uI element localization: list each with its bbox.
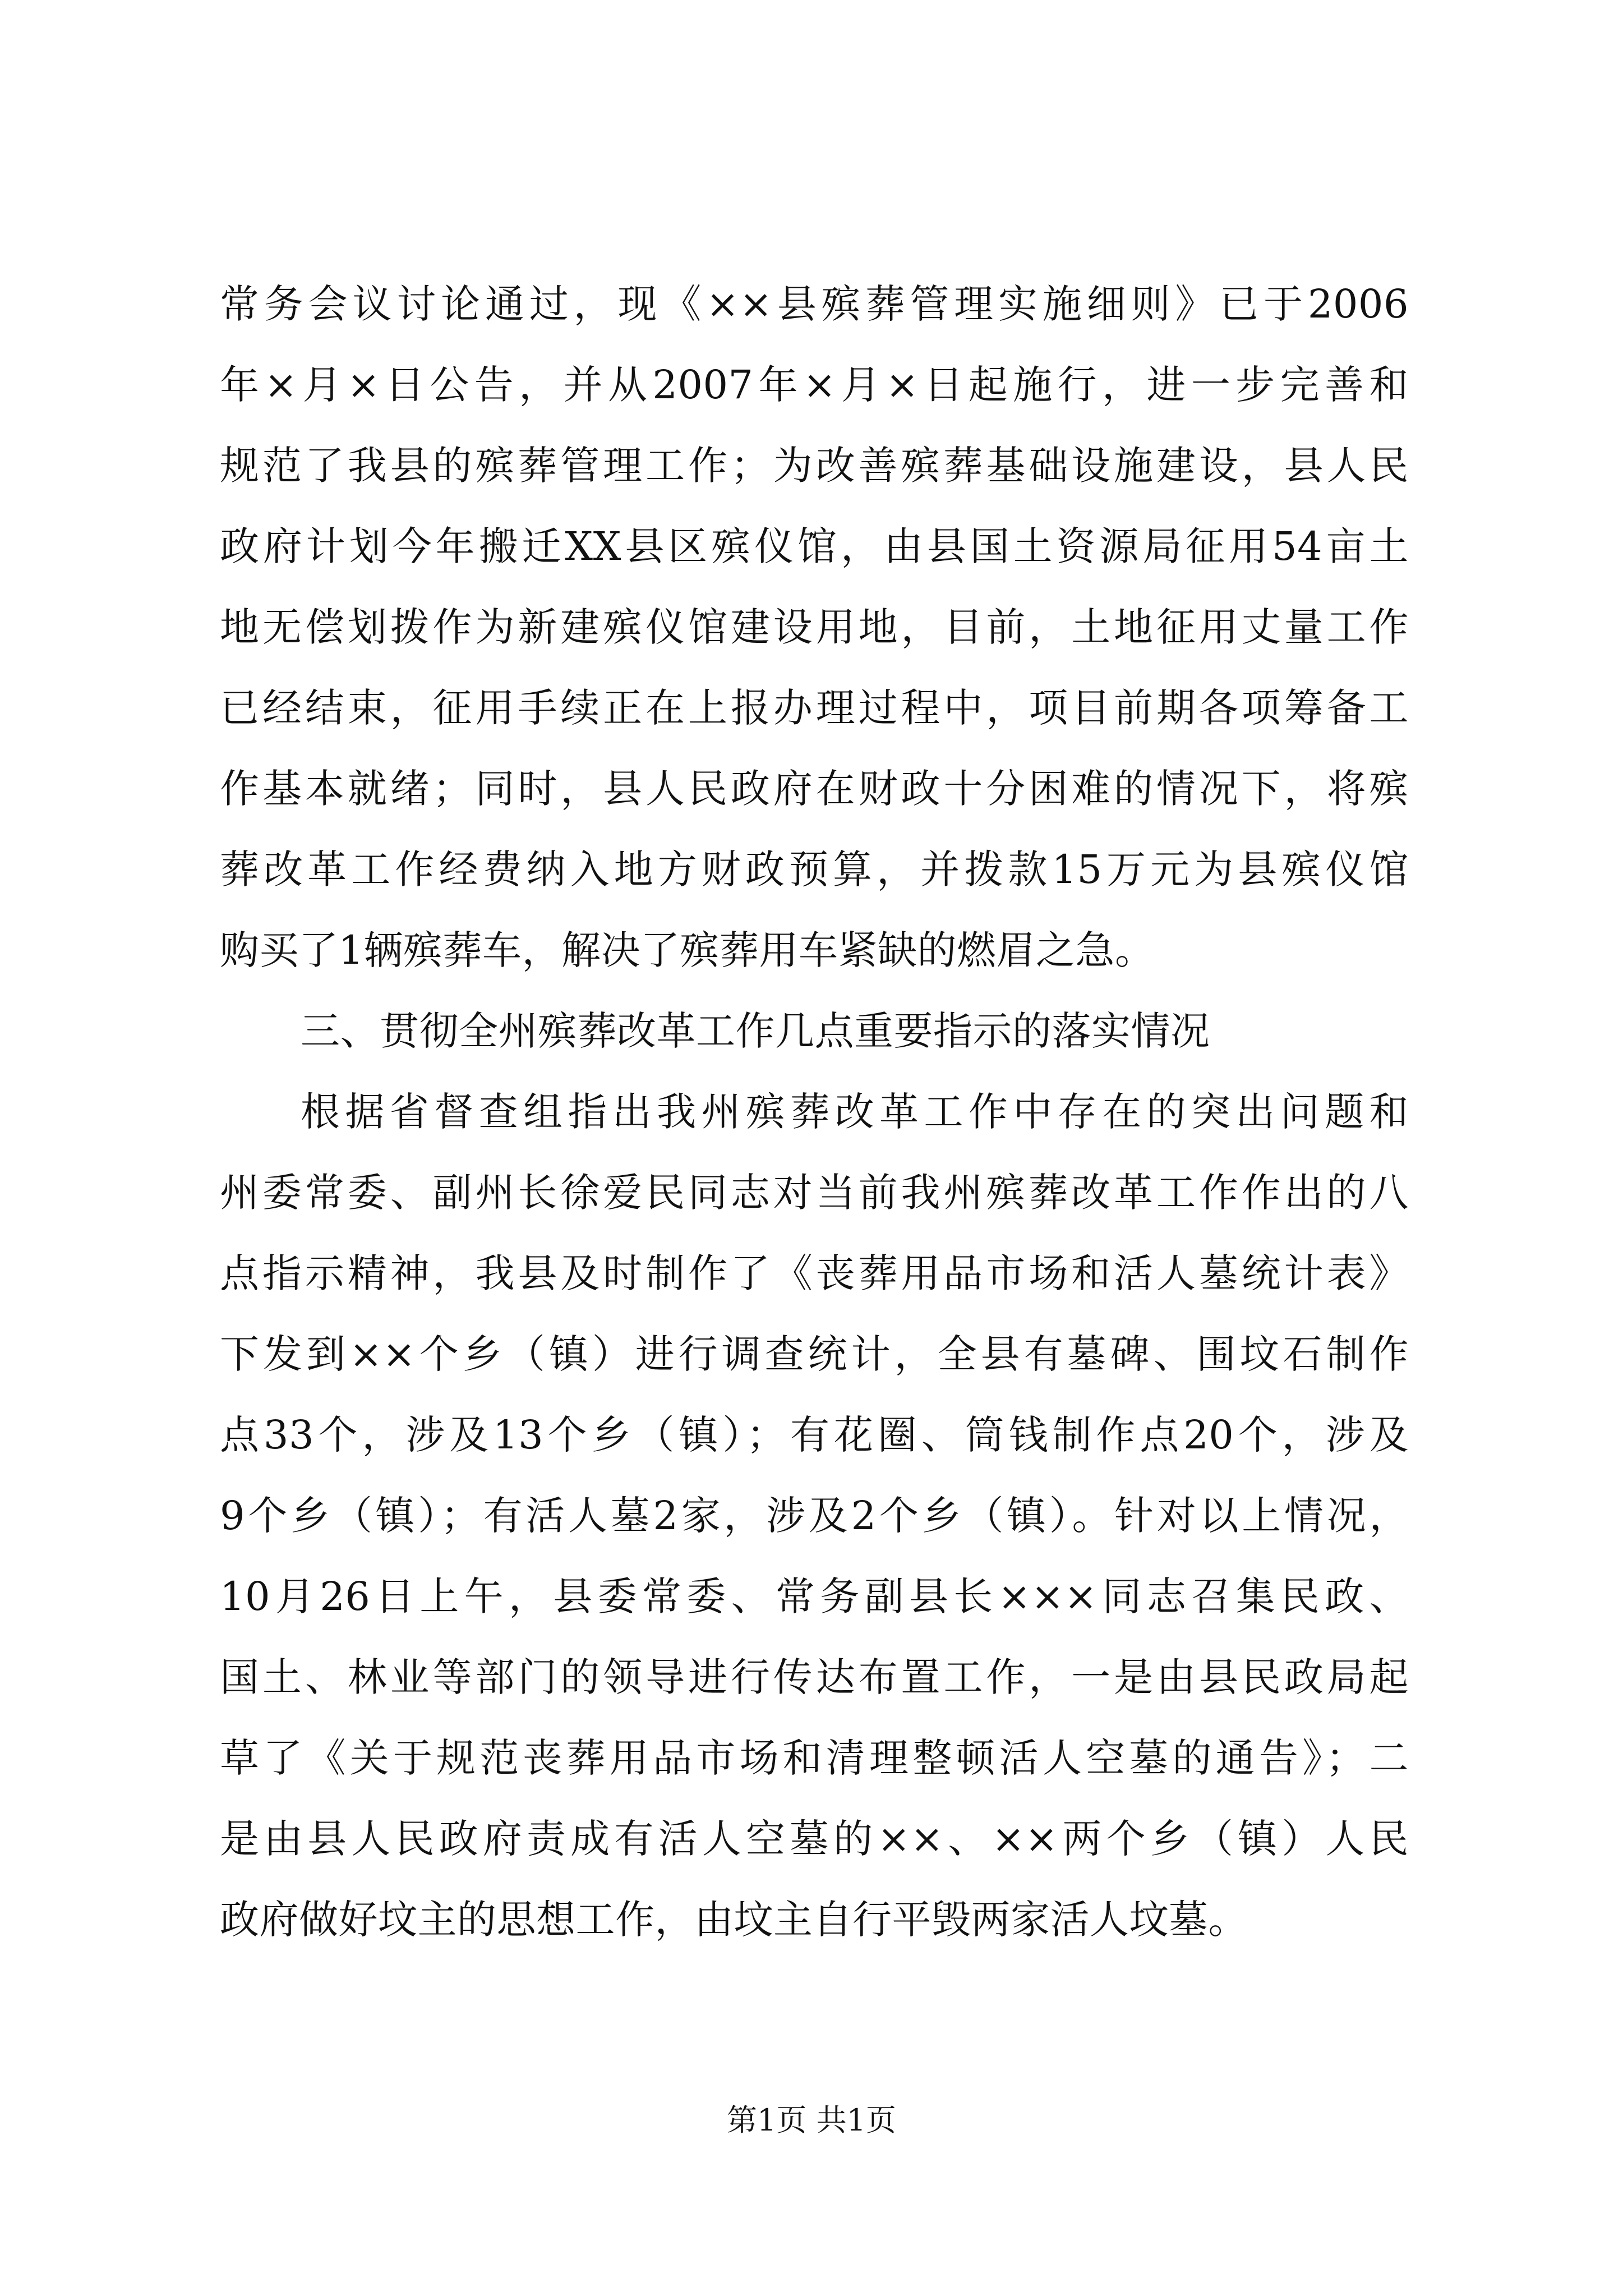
body-line-4: 政府计划今年搬迁XX县区殡仪馆，由县国土资源局征用54亩土 <box>220 523 1409 569</box>
body-line-16: 9个乡（镇）；有活人墓2家，涉及2个乡（镇）。针对以上情况， <box>220 1493 1409 1539</box>
page-number-label: 第1页 共1页 <box>727 2102 896 2138</box>
body-line-5: 地无偿划拨作为新建殡仪馆建设用地，目前，土地征用丈量工作 <box>220 604 1409 650</box>
body-line-9: 购买了1辆殡葬车，解决了殡葬用车紧缺的燃眉之急。 <box>220 927 1155 973</box>
body-line-19: 草了《关于规范丧葬用品市场和清理整顿活人空墓的通告》；二 <box>220 1735 1409 1781</box>
body-line-17: 10月26日上午，县委常委、常务副县长×××同志召集民政、 <box>220 1573 1409 1619</box>
body-line-11: 根据省督查组指出我州殡葬改革工作中存在的突出问题和 <box>301 1089 1409 1135</box>
body-line-7: 作基本就绪；同时，县人民政府在财政十分困难的情况下，将殡 <box>220 766 1409 812</box>
document-body <box>220 264 1409 1960</box>
body-line-21: 政府做好坟主的思想工作，由坟主自行平毁两家活人坟墓。 <box>220 1897 1248 1943</box>
page-footer <box>0 2101 1623 2140</box>
body-line-14: 下发到××个乡（镇）进行调查统计，全县有墓碑、围坟石制作 <box>220 1331 1409 1377</box>
body-line-1: 常务会议讨论通过，现《××县殡葬管理实施细则》已于2006 <box>220 281 1409 327</box>
body-line-8: 葬改革工作经费纳入地方财政预算，并拨款15万元为县殡仪馆 <box>220 846 1409 892</box>
body-line-15: 点33个，涉及13个乡（镇）；有花圈、筒钱制作点20个，涉及 <box>220 1412 1409 1458</box>
body-line-6: 已经结束，征用手续正在上报办理过程中，项目前期各项筹备工 <box>220 685 1409 731</box>
body-line-18: 国土、林业等部门的领导进行传达布置工作，一是由县民政局起 <box>220 1654 1409 1700</box>
body-line-2: 年×月×日公告，并从2007年×月×日起施行，进一步完善和 <box>220 362 1409 408</box>
body-line-20: 是由县人民政府责成有活人空墓的××、××两个乡（镇）人民 <box>220 1816 1409 1862</box>
body-line-12: 州委常委、副州长徐爱民同志对当前我州殡葬改革工作作出的八 <box>220 1170 1409 1216</box>
body-line-13: 点指示精神，我县及时制作了《丧葬用品市场和活人墓统计表》 <box>220 1250 1409 1296</box>
section-heading: 三、贯彻全州殡葬改革工作几点重要指示的落实情况 <box>301 1008 1210 1054</box>
body-line-3: 规范了我县的殡葬管理工作；为改善殡葬基础设施建设，县人民 <box>220 443 1409 489</box>
